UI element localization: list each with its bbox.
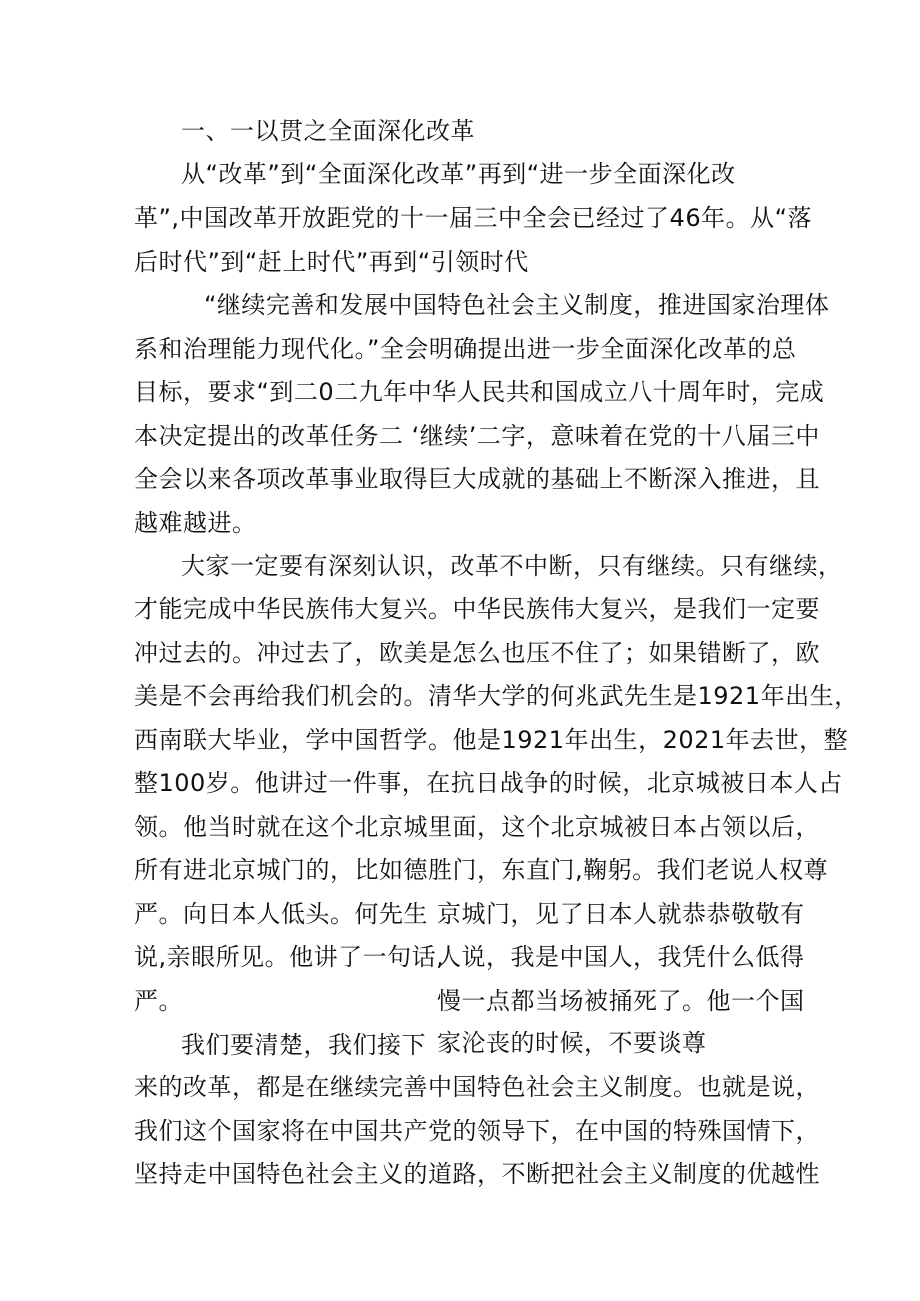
section-heading: 一、一以贯之全面深化改革 — [181, 117, 475, 145]
body-line: 革”,中国改革开放距党的十一届三中全会已经过了46年。从“落 — [134, 204, 813, 232]
body-line: 我们这个国家将在中国共产党的领导下，在中国的特殊国情下， — [134, 1117, 820, 1145]
body-line: 从“改革”到“全面深化改革”再到“进一步全面深化改 — [181, 160, 736, 188]
left-column-line: 说,亲眼所见。他讲了一句话, — [134, 943, 445, 971]
body-line: 坚持走中国特色社会主义的道路，不断把社会主义制度的优越性 — [134, 1160, 820, 1188]
body-line: 本决定提出的改革任务二 ‘继续’二字，意味着在党的十八届三中 — [134, 422, 820, 450]
right-column-line: 京城门，见了日本人就恭恭敬敬有 — [437, 900, 805, 928]
body-line: 系和治理能力现代化。”全会明确提出进一步全面深化改革的总 — [134, 335, 797, 363]
left-column-line: 严。 — [134, 987, 183, 1015]
body-line: 美是不会再给我们机会的。清华大学的何兆武先生是1921年出生， — [134, 682, 859, 710]
body-line: 全会以来各项改革事业取得巨大成就的基础上不断深入推进，且 — [134, 465, 820, 493]
body-line: 整100岁。他讲过一件事，在抗日战争的时候，北京城被日本人占 — [134, 769, 843, 797]
body-line: 领。他当时就在这个北京城里面，这个北京城被日本占领以后， — [134, 813, 820, 841]
body-line: 目标，要求“到二0二九年中华人民共和国成立八十周年时，完成 — [134, 378, 825, 406]
body-line: 才能完成中华民族伟大复兴。中华民族伟大复兴，是我们一定要 — [134, 595, 820, 623]
left-column-line: 我们要清楚，我们接下 — [181, 1031, 426, 1059]
body-line: 所有进北京城门的，比如德胜门，东直门,鞠躬。我们老说人权尊 — [134, 856, 829, 884]
body-line: 西南联大毕业，学中国哲学。他是1921年出生，2021年去世，整 — [134, 726, 849, 754]
right-column-line: 慢一点都当场被捅死了。他一个国 — [437, 987, 805, 1015]
left-column-line: 严。向日本人低头。何先生 — [134, 900, 428, 928]
body-line: 冲过去的。冲过去了，欧美是怎么也压不住了；如果错断了，欧 — [134, 639, 820, 667]
right-column-line: 家沦丧的时候，不要谈尊 — [437, 1029, 707, 1057]
right-column-line: 人说，我是中国人，我凭什么低得 — [437, 943, 805, 971]
body-line: 大家一定要有深刻认识，改革不中断，只有继续。只有继续， — [181, 552, 843, 580]
body-line: 越难越进。 — [134, 509, 257, 537]
body-line: “继续完善和发展中国特色社会主义制度，推进国家治理体 — [204, 291, 830, 319]
body-line: 后时代”到“赶上时代”再到“引领时代 — [134, 248, 529, 276]
body-line: 来的改革，都是在继续完善中国特色社会主义制度。也就是说， — [134, 1073, 820, 1101]
